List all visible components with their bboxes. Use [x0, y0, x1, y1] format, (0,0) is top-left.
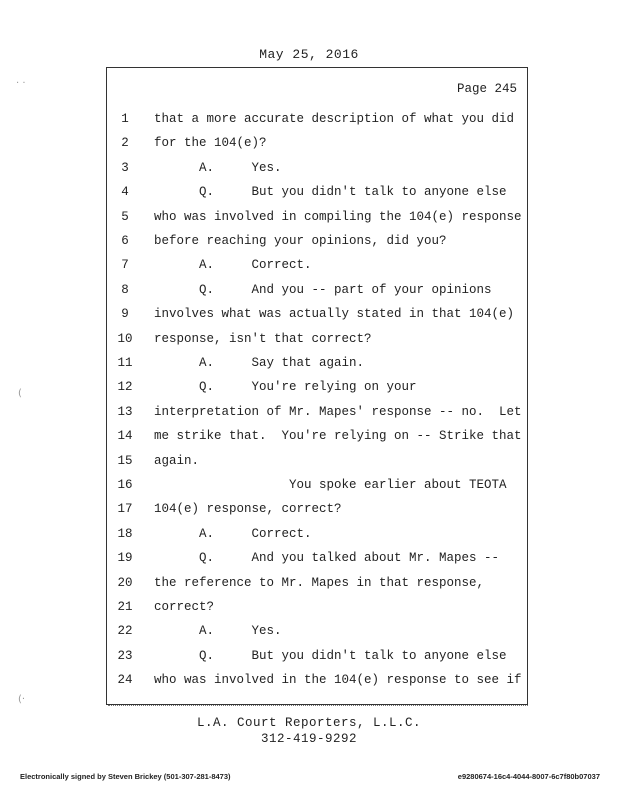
line-text: A. Say that again.: [154, 356, 365, 370]
line-number: 13: [117, 404, 133, 419]
line-text: A. Correct.: [154, 258, 312, 273]
line-text: Q. And you talked about Mr. Mapes --: [154, 551, 500, 566]
transcript-line: [107, 502, 527, 522]
line-number: 11: [117, 356, 133, 370]
line-text: involves what was actually stated in that 104(e): [154, 307, 515, 322]
frame-shadow: [108, 705, 528, 709]
line-number: 8: [121, 282, 129, 297]
transcript-line: [107, 649, 527, 669]
transcript-frame: [106, 67, 528, 705]
line-number: 12: [117, 380, 133, 395]
line-number: 18: [117, 526, 133, 541]
transcript-line: [107, 551, 527, 571]
electronic-signature: Electronically signed by Steven Brickey (501-307-281-8473): [20, 772, 231, 781]
line-number: 6: [121, 234, 129, 248]
scan-speck-icon: (·: [18, 694, 26, 705]
transcript-line: [107, 454, 527, 474]
scan-speck-icon: · ·: [16, 78, 26, 89]
line-text: correct?: [154, 600, 215, 614]
transcript-line: [107, 112, 527, 132]
transcript-line: [107, 332, 527, 352]
line-number: 5: [121, 209, 129, 224]
line-text: who was involved in the 104(e) response to see if: [154, 673, 522, 688]
line-text: A. Correct.: [154, 526, 312, 541]
transcript-line: [107, 478, 527, 498]
line-text: interpretation of Mr. Mapes' response -- no. Let: [154, 404, 522, 419]
line-text: for the 104(e)?: [154, 136, 267, 151]
line-number: 23: [117, 648, 133, 663]
line-number: 3: [121, 160, 129, 175]
transcript-line: [107, 210, 527, 230]
line-text: before reaching your opinions, did you?: [154, 234, 447, 248]
line-text: 104(e) response, correct?: [154, 502, 342, 517]
transcript-line: [107, 429, 527, 449]
line-number: 15: [117, 453, 133, 468]
transcript-line: [107, 234, 527, 254]
line-number: 17: [117, 502, 133, 517]
transcript-line: [107, 527, 527, 547]
line-text: Q. You're relying on your: [154, 380, 417, 395]
line-text: that a more accurate description of what you did: [154, 112, 515, 126]
transcript-line: [107, 136, 527, 156]
court-reporter-phone: 312-419-9292: [260, 732, 357, 746]
page-number: Page 245: [456, 82, 517, 96]
line-number: 21: [117, 600, 133, 614]
line-number: 9: [121, 307, 129, 322]
line-number: 16: [117, 478, 133, 492]
line-text: A. Yes.: [154, 160, 282, 175]
line-number: 2: [121, 136, 129, 151]
line-text: me strike that. You're relying on -- Strike that: [154, 429, 522, 444]
line-text: A. Yes.: [154, 624, 282, 639]
transcript-line: [107, 576, 527, 596]
line-text: response, isn't that correct?: [154, 331, 372, 346]
transcript-line: [107, 405, 527, 425]
line-number: 7: [121, 258, 129, 273]
line-number: 19: [117, 551, 133, 566]
transcript-line: [107, 624, 527, 644]
transcript-line: [107, 356, 527, 376]
transcript-line: [107, 185, 527, 205]
line-number: 14: [117, 429, 133, 444]
court-reporter-name: L.A. Court Reporters, L.L.C.: [196, 716, 422, 730]
line-text: Q. And you -- part of your opinions: [154, 282, 492, 297]
transcript-line: [107, 161, 527, 181]
transcript-line: [107, 380, 527, 400]
line-number: 10: [117, 331, 133, 346]
line-text: Q. But you didn't talk to anyone else: [154, 648, 507, 663]
transcript-line: [107, 258, 527, 278]
transcript-line: [107, 307, 527, 327]
line-text: who was involved in compiling the 104(e) response: [154, 209, 522, 224]
line-text: You spoke earlier about TEOTA: [154, 478, 507, 492]
line-number: 20: [117, 575, 133, 590]
deposition-date: May 25, 2016: [259, 47, 359, 62]
line-number: 22: [117, 624, 133, 639]
line-text: again.: [154, 453, 200, 468]
transcript-line: [107, 283, 527, 303]
line-text: Q. But you didn't talk to anyone else: [154, 185, 507, 200]
line-number: 4: [121, 185, 129, 200]
line-number: 1: [121, 112, 129, 126]
line-number: 24: [117, 673, 133, 688]
transcript-line: [107, 673, 527, 693]
transcript-line: [107, 600, 527, 620]
line-text: the reference to Mr. Mapes in that response,: [154, 575, 485, 590]
scan-speck-icon: (: [18, 388, 22, 399]
document-id: e9280674-16c4-4044-8007-6c7f80b07037: [457, 772, 600, 781]
